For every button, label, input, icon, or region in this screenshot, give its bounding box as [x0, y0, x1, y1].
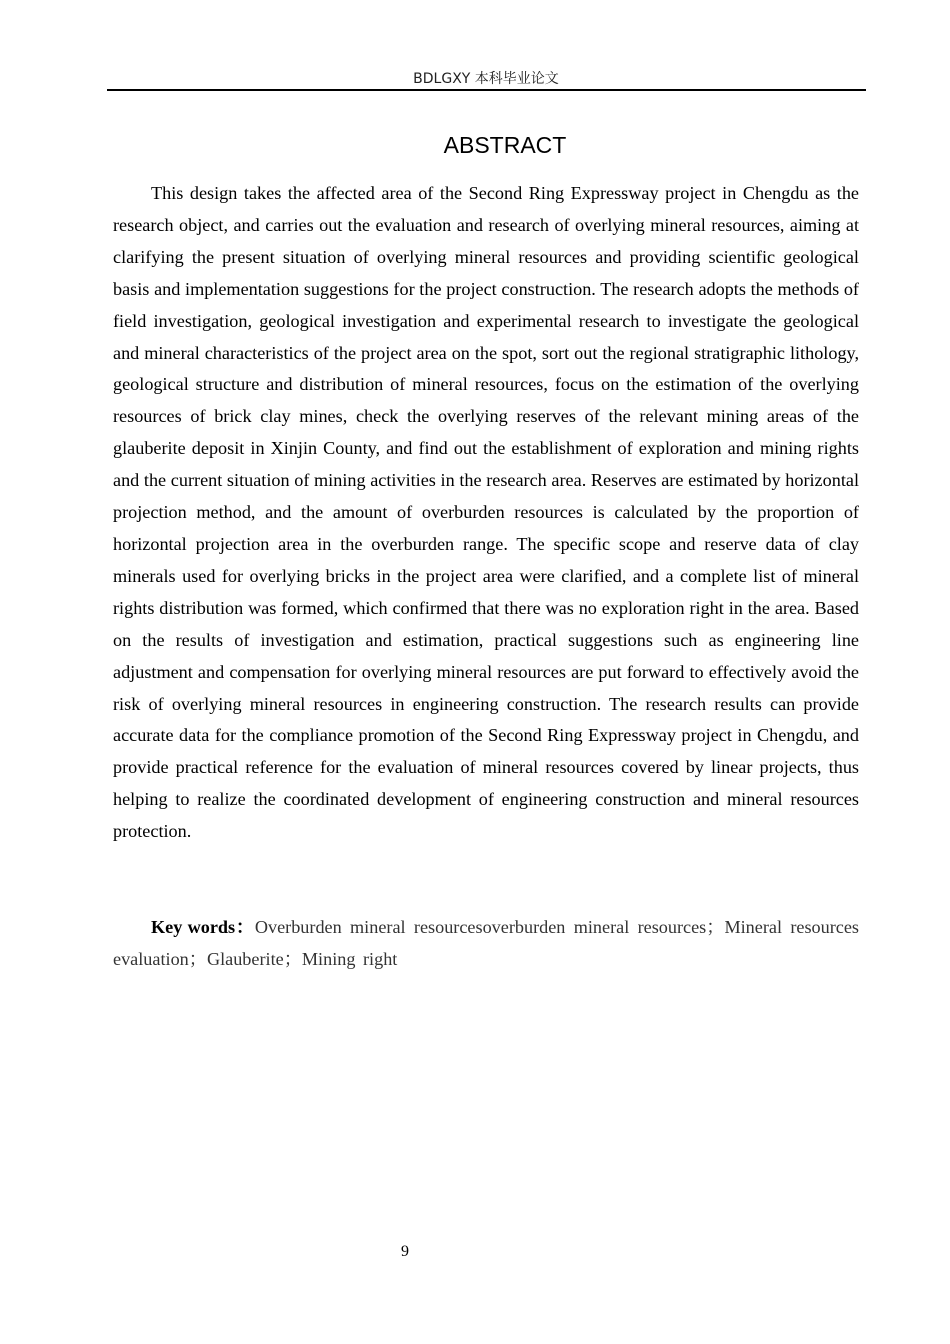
keywords-label: Key words：	[151, 917, 255, 937]
abstract-body: This design takes the affected area of the Second Ring Expressway project in Chengdu as the research object, and carries out the evaluation and research of overlying mineral resources, aiming at clarifying the present situation of overlying mineral resources and providing scientific geological basis and implementation suggestions for the project construction. The research adopts the methods of field investigation, geological investigation and experimental research to investigate the geological and mineral characteristics of the project area on the spot, sort out the regional stratigraphic lithology, geological structure and distribution of mineral resources, focus on the estimation of the overlying resources of brick clay mines, check the overlying reserves of the relevant mining areas of the glauberite deposit in Xinjin County, and find out the establishment of exploration and mining rights and the current situation of mining activities in the research area. Reserves are estimated by horizontal projection method, and the amount of overburden resources is calculated by the proportion of horizontal projection area in the overburden range. The specific scope and reserve data of clay minerals used for overlying bricks in the project area were clarified, and a complete list of mineral rights distribution was formed, which confirmed that there was no exploration right in the area. Based on the results of investigation and estimation, practical suggestions such as engineering line adjustment and compensation for overlying mineral resources are put forward to effectively avoid the risk of overlying mineral resources in engineering construction. The research results can provide accurate data for the compliance promotion of the Second Ring Expressway project in Chengdu, and provide practical reference for the evaluation of mineral resources covered by linear projects, thus helping to realize the coordinated development of engineering construction and mineral resources protection.	[113, 183, 859, 842]
keywords-values: Overburden mineral resourcesoverburden mineral resources；Mineral resources evaluation；Glauberite；Mining right	[113, 917, 860, 969]
page-number: 9	[401, 1243, 409, 1260]
running-header: BDLGXY 本科毕业论文	[413, 71, 559, 87]
keywords-paragraph	[113, 912, 859, 976]
abstract-title: ABSTRACT	[443, 132, 567, 159]
header-rule	[107, 89, 866, 91]
